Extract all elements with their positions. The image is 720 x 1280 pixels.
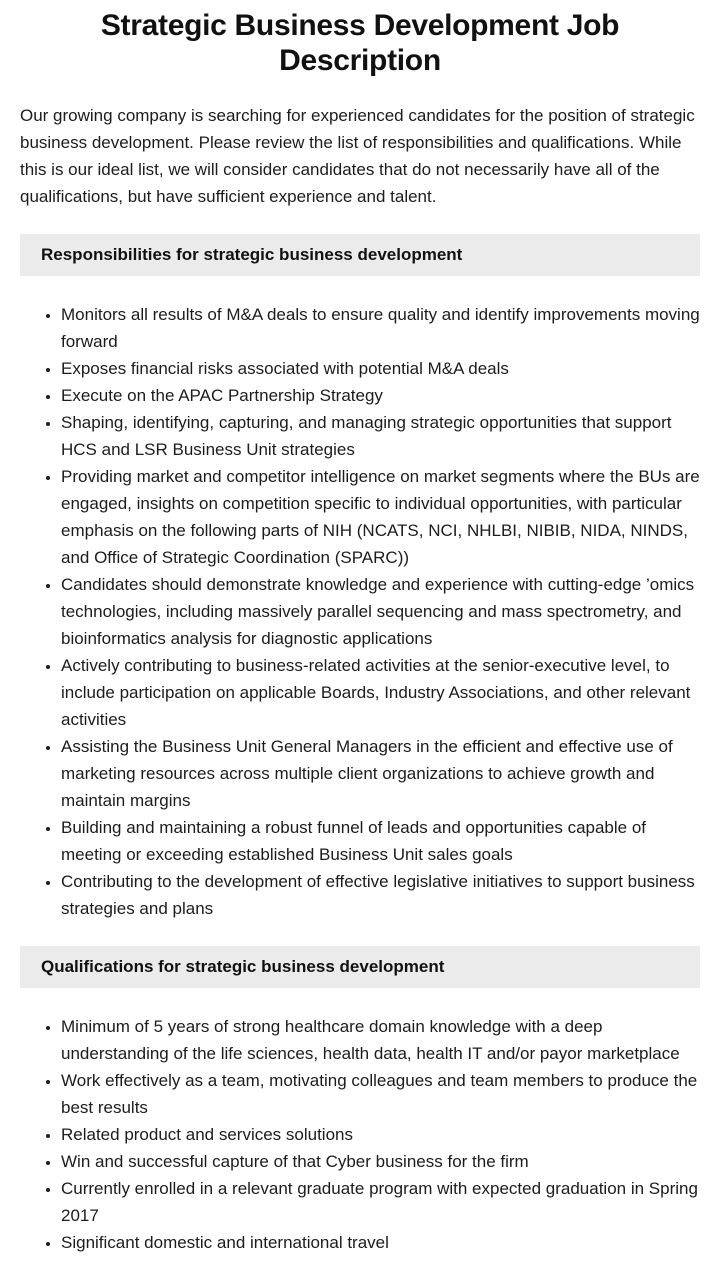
list-item: • Execute on the APAC Partnership Strategy bbox=[61, 382, 700, 409]
list-item: • Monitors all results of M&A deals to ensure quality and identify improvements moving forward bbox=[61, 301, 700, 355]
list-item: • Related product and services solutions bbox=[61, 1121, 700, 1148]
qualifications-section-header: Qualifications for strategic business development bbox=[20, 946, 700, 988]
list-item: • Currently enrolled in a relevant graduate program with expected graduation in Spring 2017 bbox=[61, 1175, 700, 1229]
list-item: • Work effectively as a team, motivating colleagues and team members to produce the best results bbox=[61, 1067, 700, 1121]
list-item: • Contributing to the development of effective legislative initiatives to support business strategies and plans bbox=[61, 868, 700, 922]
list-item: • Win and successful capture of that Cyber business for the firm bbox=[61, 1148, 700, 1175]
intro-paragraph: Our growing company is searching for experienced candidates for the position of strategic business development. Please review the list of responsibilities and qualifications. While this is our ideal list, we will consider candidates that do not necessarily have all of the qualifications, but have sufficient experience and talent. bbox=[20, 106, 695, 206]
list-item: • Significant domestic and international travel bbox=[61, 1229, 700, 1256]
list-item: • Exposes financial risks associated with potential M&A deals bbox=[61, 355, 700, 382]
qualifications-list bbox=[0, 1013, 700, 1256]
list-item: • Actively contributing to business-related activities at the senior-executive level, to include participation on applicable Boards, Industry Associations, and other relevant activities bbox=[61, 652, 700, 733]
responsibilities-list bbox=[0, 301, 700, 922]
list-item: • Providing market and competitor intelligence on market segments where the BUs are engaged, insights on competition specific to individual opportunities, with particular emphasis on the following parts of NIH (NCATS, NCI, NHLBI, NIBIB, NIDA, NINDS, and Office of Strategic Coordination (SPARC)) bbox=[61, 463, 700, 571]
list-item: • Minimum of 5 years of strong healthcare domain knowledge with a deep understanding of the life sciences, health data, health IT and/or payor marketplace bbox=[61, 1013, 700, 1067]
page-title: Strategic Business Development Job Description bbox=[100, 9, 620, 77]
list-item: • Candidates should demonstrate knowledge and experience with cutting-edge ’omics technologies, including massively parallel sequencing and mass spectrometry, and bioinformatics analysis for diagnostic applications bbox=[61, 571, 700, 652]
list-item: • Building and maintaining a robust funnel of leads and opportunities capable of meeting or exceeding established Business Unit sales goals bbox=[61, 814, 700, 868]
responsibilities-section bbox=[0, 234, 720, 922]
list-item: • Assisting the Business Unit General Managers in the efficient and effective use of marketing resources across multiple client organizations to achieve growth and maintain margins bbox=[61, 733, 700, 814]
list-item: • Shaping, identifying, capturing, and managing strategic opportunities that support HCS and LSR Business Unit strategies bbox=[61, 409, 700, 463]
qualifications-section bbox=[0, 946, 720, 1256]
responsibilities-section-header: Responsibilities for strategic business development bbox=[20, 234, 700, 276]
